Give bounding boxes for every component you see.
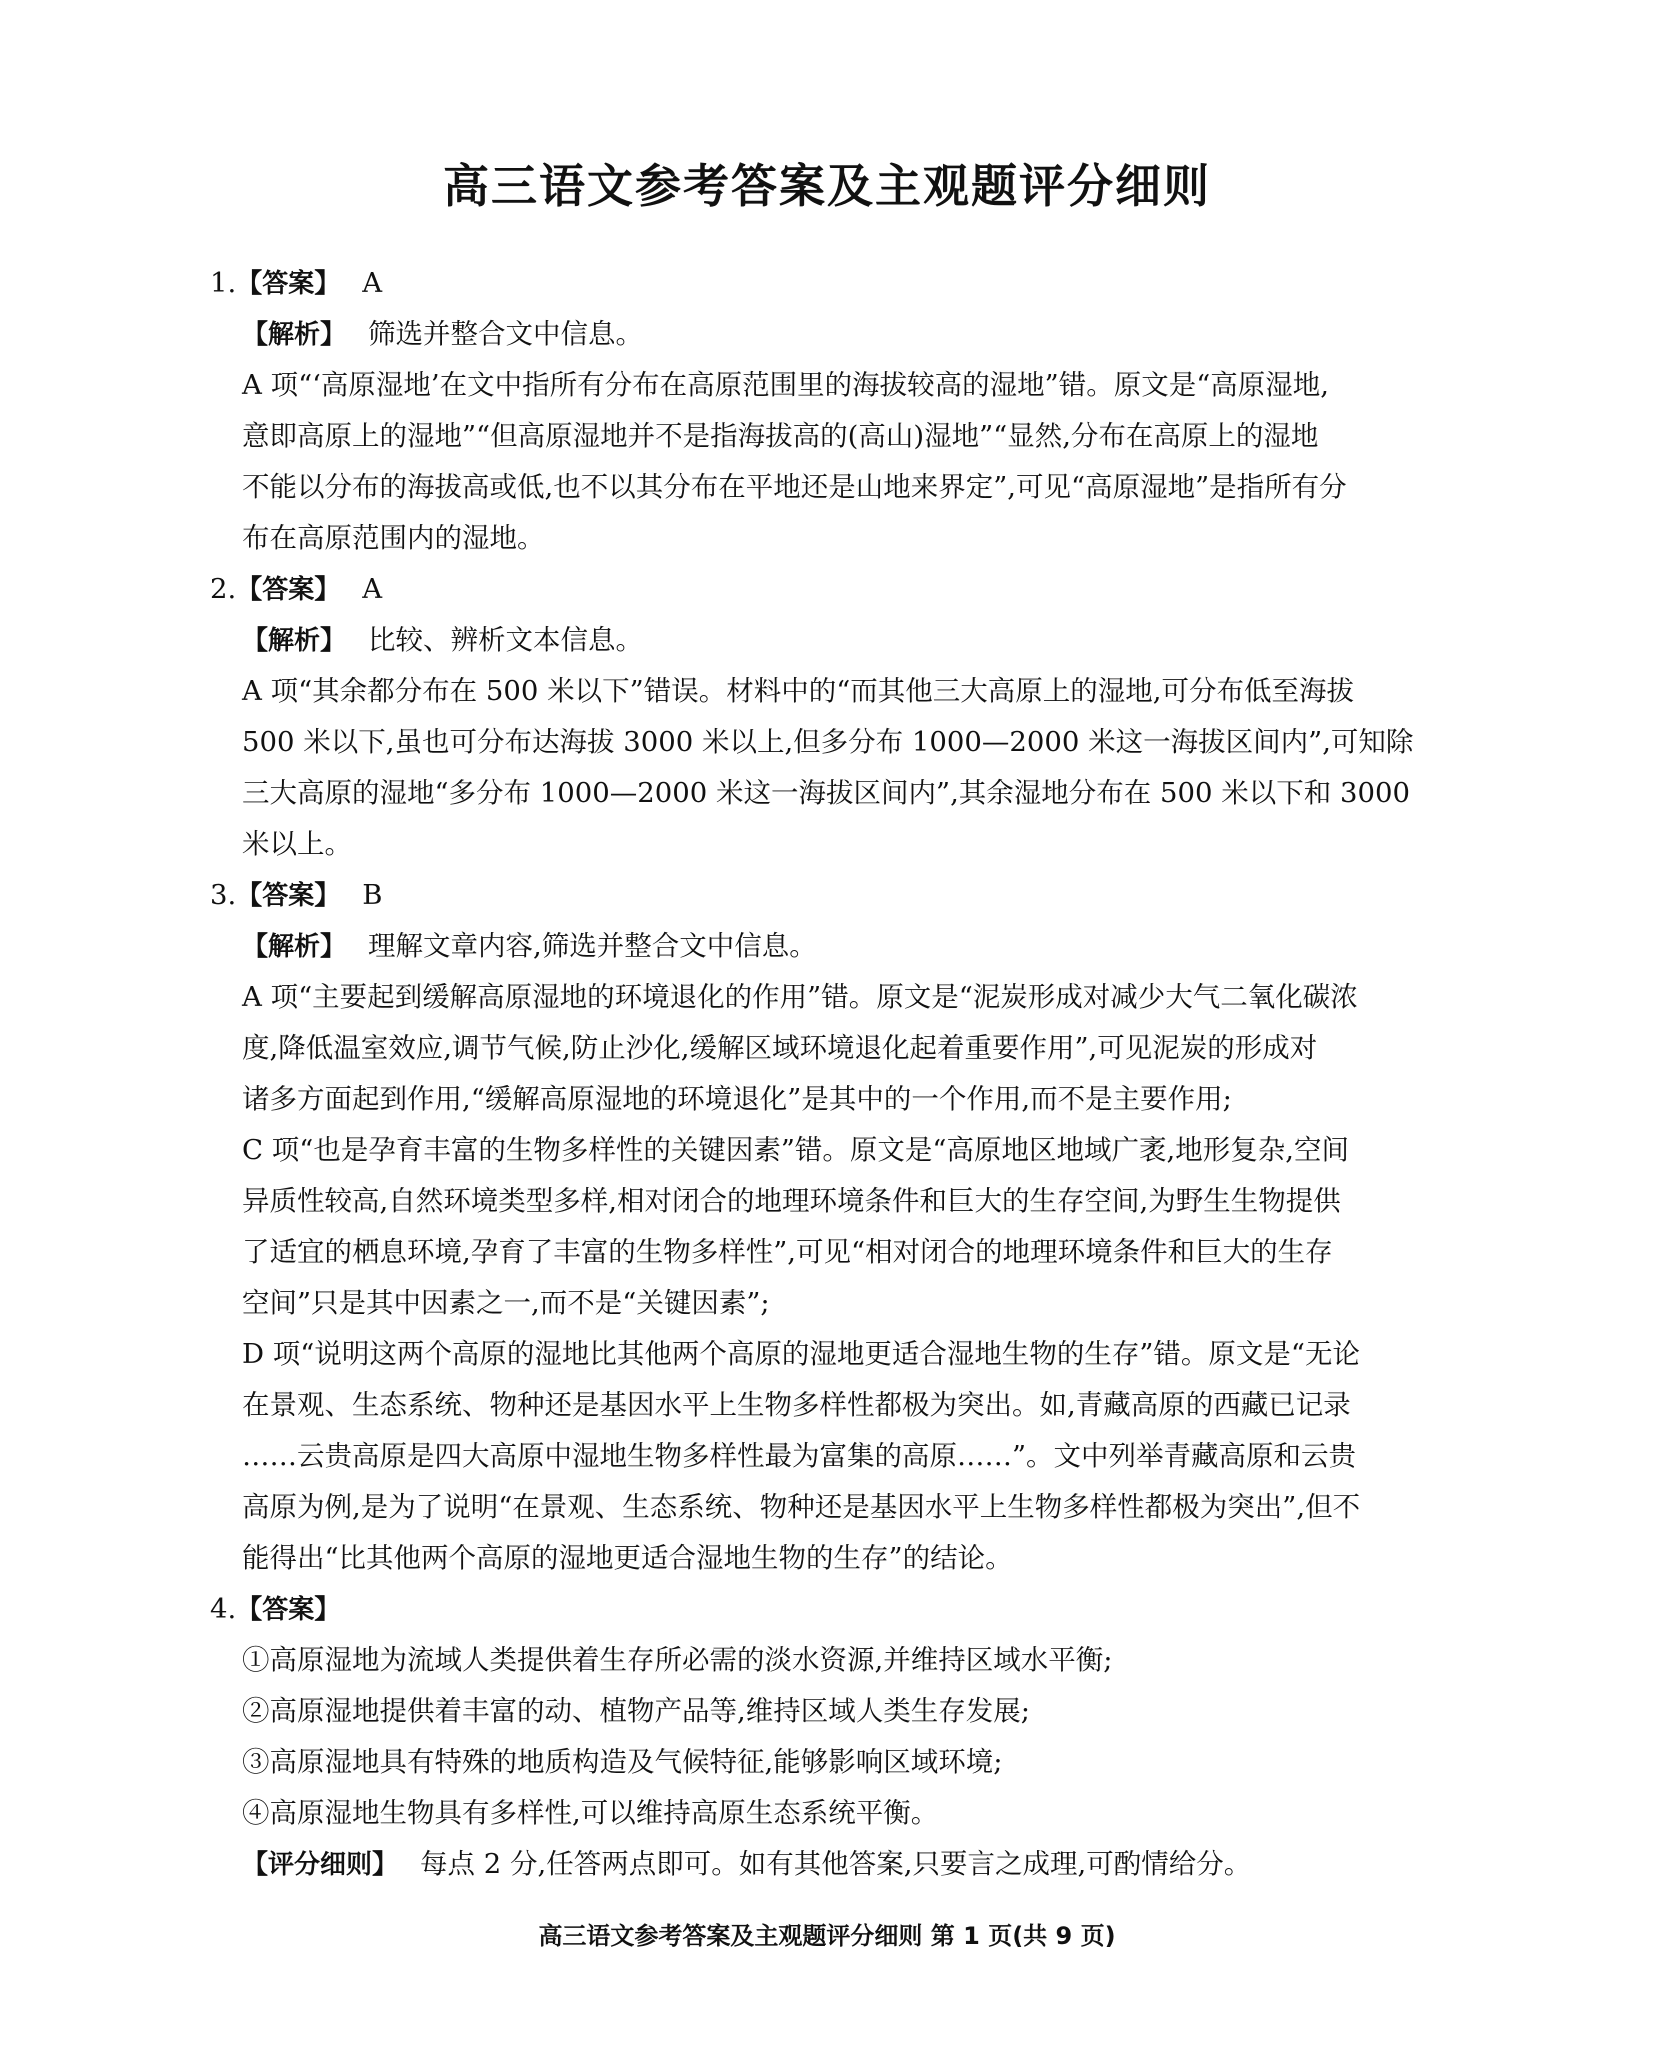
- q3-text-line: 空间”只是其中因素之一,而不是“关键因素”;: [242, 1287, 770, 1319]
- q1-analysis-tag: 【解析】: [242, 320, 347, 350]
- q2-answer: A: [362, 573, 383, 605]
- q3-text-line: 异质性较高,自然环境类型多样,相对闭合的地理环境条件和巨大的生存空间,为野生生物提供: [242, 1185, 1341, 1217]
- q2-answer-tag: 【答案】: [236, 575, 341, 605]
- q1-answer-tag: 【答案】: [236, 269, 341, 299]
- answer-content: [210, 258, 1450, 1890]
- q3-analysis-tag: 【解析】: [242, 932, 347, 962]
- q3-text-line: 了适宜的栖息环境,孕育了丰富的生物多样性”,可见“相对闭合的地理环境条件和巨大的生存: [242, 1236, 1333, 1268]
- q3-text-line: ……云贵高原是四大高原中湿地生物多样性最为富集的高原……”。文中列举青藏高原和云贵: [242, 1440, 1357, 1472]
- q1-text-line: 布在高原范围内的湿地。: [242, 522, 545, 554]
- q1-answer-row: [210, 258, 1450, 309]
- q4-point: ②高原湿地提供着丰富的动、植物产品等,维持区域人类生存发展;: [242, 1695, 1031, 1727]
- q3-text-line: D 项“说明这两个高原的湿地比其他两个高原的湿地更适合湿地生物的生存”错。原文是“无论: [242, 1338, 1360, 1370]
- q1-analysis: 筛选并整合文中信息。: [368, 318, 644, 350]
- q2-text-line: 500 米以下,虽也可分布达海拔 3000 米以上,但多分布 1000—2000 米这一海拔区间内”,可知除: [242, 726, 1414, 758]
- q4-number: 4.: [210, 1593, 237, 1625]
- q1-text-line: 不能以分布的海拔高或低,也不以其分布在平地还是山地来界定”,可见“高原湿地”是指所有分: [242, 471, 1347, 503]
- q2-answer-row: [210, 564, 1450, 615]
- q1-analysis-row: [210, 309, 1450, 360]
- q2-text-line: A 项“其余都分布在 500 米以下”错误。材料中的“而其他三大高原上的湿地,可分布低至海拔: [242, 675, 1354, 707]
- q4-point: ④高原湿地生物具有多样性,可以维持高原生态系统平衡。: [242, 1797, 939, 1829]
- q3-text-line: 能得出“比其他两个高原的湿地更适合湿地生物的生存”的结论。: [242, 1542, 1013, 1574]
- q4-scoring: 每点 2 分,任答两点即可。如有其他答案,只要言之成理,可酌情给分。: [420, 1848, 1252, 1880]
- page-footer: 高三语文参考答案及主观题评分细则 第 1 页(共 9 页): [538, 1922, 1116, 1950]
- q3-answer-tag: 【答案】: [236, 881, 341, 911]
- q3-answer-row: [210, 870, 1450, 921]
- q1-answer: A: [362, 267, 383, 299]
- q3-text-line: A 项“主要起到缓解高原湿地的环境退化的作用”错。原文是“泥炭形成对减少大气二氧化碳浓: [242, 981, 1358, 1013]
- q1-number: 1.: [210, 267, 237, 299]
- q2-analysis-tag: 【解析】: [242, 626, 347, 656]
- q2-text-line: 三大高原的湿地“多分布 1000—2000 米这一海拔区间内”,其余湿地分布在 500 米以下和 3000: [242, 777, 1411, 809]
- q3-number: 3.: [210, 879, 237, 911]
- q2-text-line: 米以上。: [242, 828, 352, 860]
- q4-point: ①高原湿地为流域人类提供着生存所必需的淡水资源,并维持区域水平衡;: [242, 1644, 1113, 1676]
- q3-text-line: C 项“也是孕育丰富的生物多样性的关键因素”错。原文是“高原地区地域广袤,地形复杂,空间: [242, 1134, 1349, 1166]
- q3-analysis: 理解文章内容,筛选并整合文中信息。: [368, 930, 817, 962]
- q2-analysis-row: [210, 615, 1450, 666]
- q3-text-line: 在景观、生态系统、物种还是基因水平上生物多样性都极为突出。如,青藏高原的西藏已记录: [242, 1389, 1351, 1421]
- q2-number: 2.: [210, 573, 237, 605]
- q1-text-line: A 项“‘高原湿地’在文中指所有分布在高原范围里的海拔较高的湿地”错。原文是“高原湿地,: [242, 369, 1329, 401]
- q3-text-line: 度,降低温室效应,调节气候,防止沙化,缓解区域环境退化起着重要作用”,可见泥炭的形成对: [242, 1032, 1318, 1064]
- q1-text-line: 意即高原上的湿地”“但高原湿地并不是指海拔高的(高山)湿地”“显然,分布在高原上的湿地: [242, 420, 1319, 452]
- q3-answer: B: [362, 879, 383, 911]
- q3-analysis-row: [210, 921, 1450, 972]
- q4-scoring-tag: 【评分细则】: [242, 1850, 399, 1880]
- q4-point: ③高原湿地具有特殊的地质构造及气候特征,能够影响区域环境;: [242, 1746, 1003, 1778]
- q4-answer-row: [210, 1584, 1450, 1635]
- q4-answer-tag: 【答案】: [236, 1595, 341, 1625]
- q3-text-line: 诸多方面起到作用,“缓解高原湿地的环境退化”是其中的一个作用,而不是主要作用;: [242, 1083, 1232, 1115]
- q4-scoring-row: [210, 1839, 1450, 1890]
- page-title: 高三语文参考答案及主观题评分细则: [443, 159, 1211, 213]
- q3-text-line: 高原为例,是为了说明“在景观、生态系统、物种还是基因水平上生物多样性都极为突出”,但不: [242, 1491, 1361, 1523]
- q2-analysis: 比较、辨析文本信息。: [368, 624, 644, 656]
